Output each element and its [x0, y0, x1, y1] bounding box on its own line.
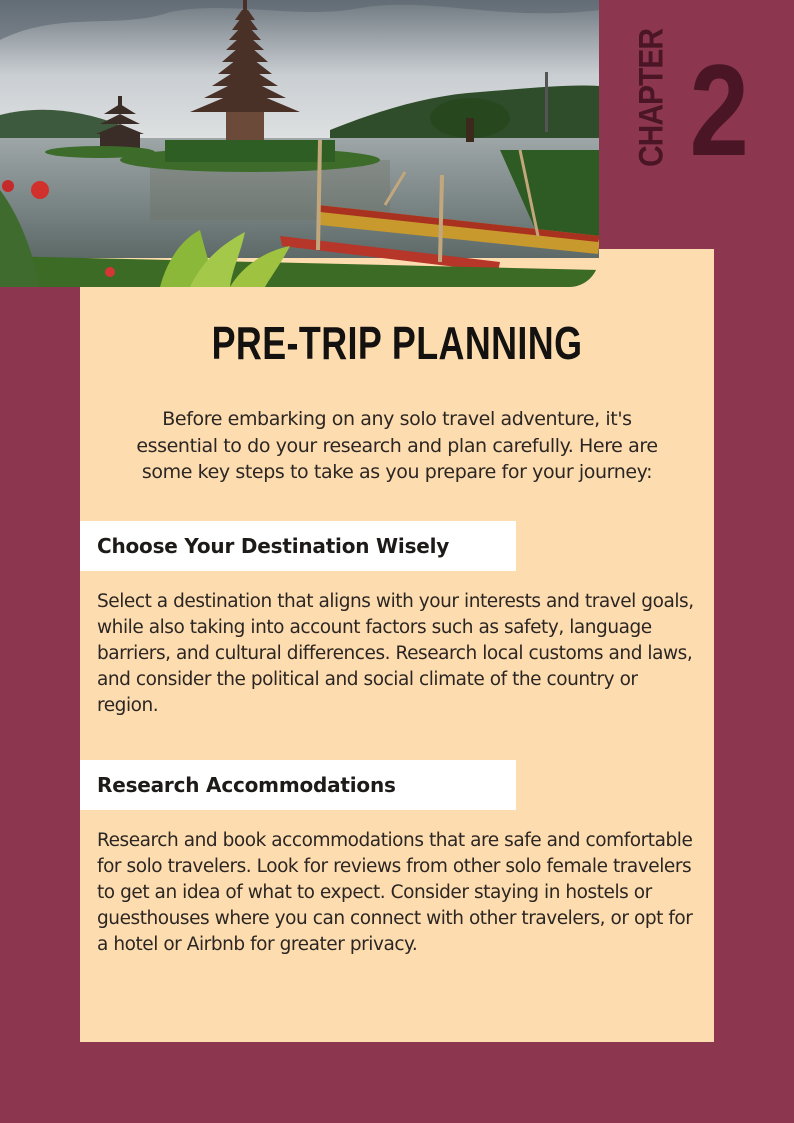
section-body: Research and book accommodations that are safe and comfortable for solo travelers. Look for reviews from other solo female travelers to get an idea of what to expect. Consider staying in hostels or guesthouses where you can connect with other travelers, or opt for a hotel or Airbnb for greater privacy.	[97, 830, 693, 955]
page-title: PRE-TRIP PLANNING	[211, 317, 583, 369]
hero-photo	[0, 0, 599, 287]
section-heading: Choose Your Destination Wisely	[97, 534, 450, 558]
section-body: Select a destination that aligns with your interests and travel goals, while also taking into account factors such as safety, language barriers, and cultural differences. Research local customs and laws, and consider the political and social climate of the country or region.	[97, 591, 694, 716]
chapter-label: CHAPTER	[632, 28, 671, 167]
section-heading: Research Accommodations	[97, 773, 396, 797]
chapter-number: 2	[689, 37, 749, 183]
intro-paragraph: Before embarking on any solo travel adventure, it's essential to do your research and plan carefully. Here are some key steps to take as you prepare for your journey:	[136, 408, 658, 483]
section-heading-bar	[80, 760, 516, 810]
section-heading-bar	[80, 521, 516, 571]
